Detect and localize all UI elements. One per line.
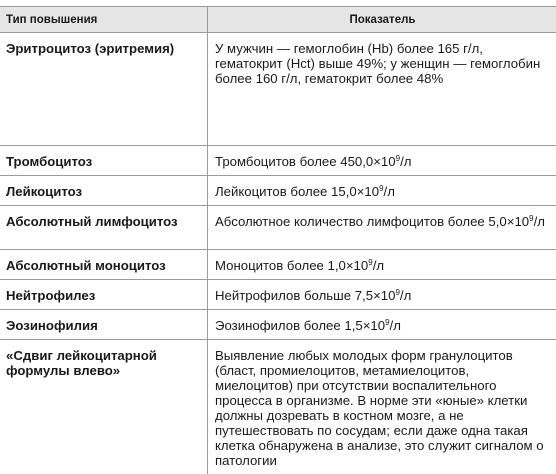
value-unit: /л bbox=[533, 214, 545, 229]
value-exponent: 9 bbox=[529, 214, 534, 223]
blood-increase-table bbox=[0, 6, 556, 474]
header-type: Тип повышения bbox=[0, 6, 208, 33]
row-value: У мужчин — гемоглобин (Hb) более 165 г/л, гематокрит (Hct) выше 49%; у женщин — гемоглобин более 160 г/л, гематокрит более 48% bbox=[215, 41, 541, 86]
table-row bbox=[0, 33, 556, 146]
row-type: Лейкоцитоз bbox=[0, 176, 208, 205]
value-exponent: 9 bbox=[395, 154, 401, 163]
value-unit: /л bbox=[399, 288, 412, 303]
table-header-row bbox=[0, 6, 556, 33]
value-text: Абсолютное количество лимфоцитов более 5,0×10 bbox=[215, 214, 530, 229]
value-text: Нейтрофилов больше 7,5×10 bbox=[215, 288, 396, 303]
table-row bbox=[0, 340, 556, 474]
value-exponent: 9 bbox=[368, 258, 373, 267]
row-value bbox=[208, 176, 556, 205]
value-text: Лейкоцитов более 15,0×10 bbox=[215, 184, 380, 199]
value-text: Тромбоцитов более 450,0×10 bbox=[215, 154, 396, 169]
table-row bbox=[0, 146, 556, 176]
value-unit: /л bbox=[383, 184, 395, 199]
row-value bbox=[208, 250, 556, 279]
table-row bbox=[0, 310, 556, 340]
value-unit: /л bbox=[400, 154, 412, 169]
row-type: Эозинофилия bbox=[0, 310, 208, 339]
row-type: Эритроцитоз (эритремия) bbox=[0, 33, 208, 145]
row-value bbox=[208, 206, 556, 249]
row-type: «Сдвиг лейкоцитарной формулы влево» bbox=[0, 340, 208, 474]
row-value: Выявление любых молодых форм гранулоцитов (бласт, промиелоцитов, метамиелоцитов, миелоцитов) при отсутствии воспалительного процесса в организме. В норме эти «юные» клетки должны дозревать в костном мозге, а не путешествовать по сосудам; если даже одна такая клетка обнаружена в анализе, это служит сигналом о патологии bbox=[215, 348, 544, 468]
value-text: Эозинофилов более 1,5×10 bbox=[215, 318, 386, 333]
row-value bbox=[208, 310, 556, 339]
header-value: Показатель bbox=[349, 13, 416, 26]
table-row bbox=[0, 250, 556, 280]
row-value bbox=[208, 146, 556, 175]
row-type: Абсолютный лимфоцитоз bbox=[0, 206, 208, 249]
value-unit: /л bbox=[372, 258, 385, 273]
value-exponent: 9 bbox=[395, 288, 400, 297]
table-row bbox=[0, 176, 556, 206]
table-row bbox=[0, 280, 556, 310]
row-type: Тромбоцитоз bbox=[0, 146, 208, 175]
row-value bbox=[208, 280, 556, 309]
row-type: Абсолютный моноцитоз bbox=[0, 250, 208, 279]
value-exponent: 9 bbox=[385, 318, 390, 327]
value-unit: /л bbox=[389, 318, 401, 333]
value-text: Моноцитов более 1,0×10 bbox=[215, 258, 369, 273]
row-type: Нейтрофилез bbox=[0, 280, 208, 309]
table-row bbox=[0, 206, 556, 250]
value-exponent: 9 bbox=[379, 184, 384, 193]
